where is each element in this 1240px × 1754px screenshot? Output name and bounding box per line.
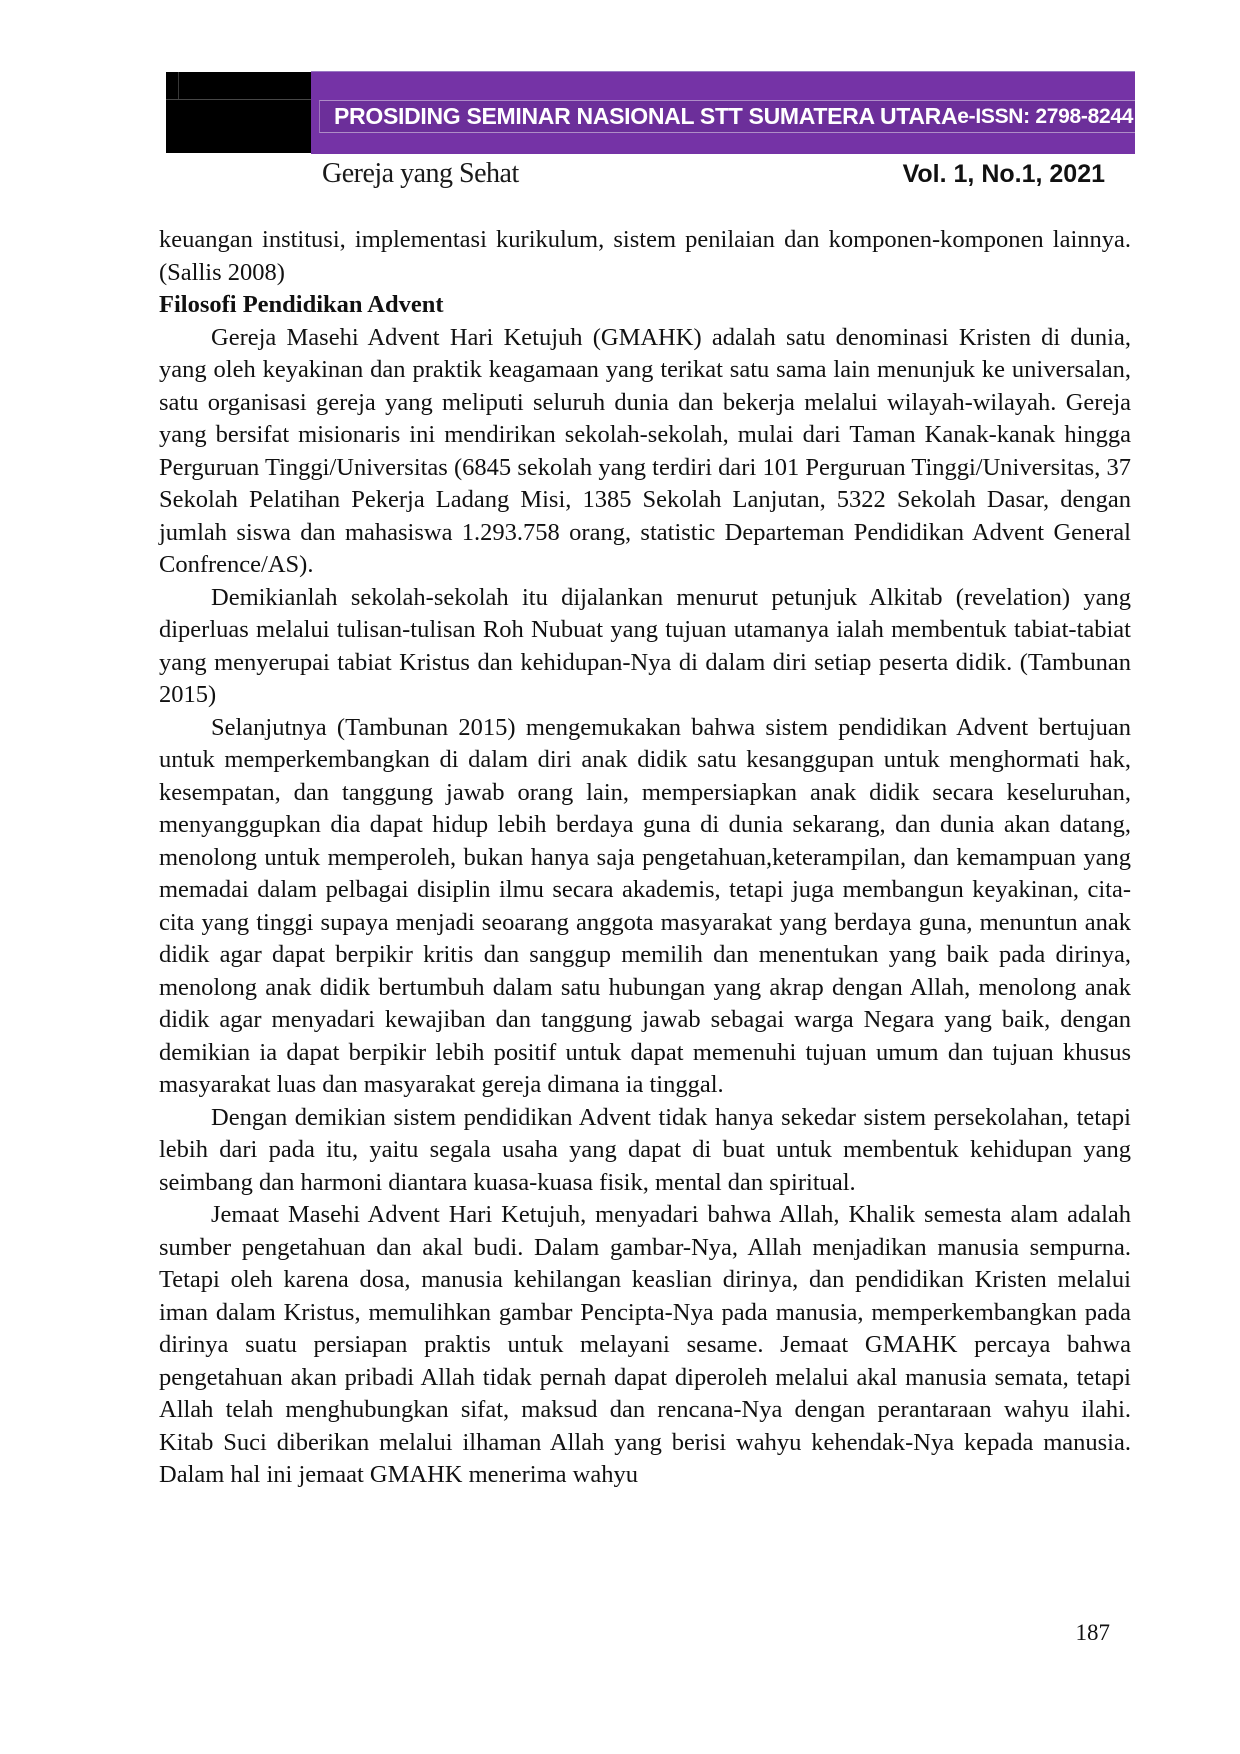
journal-name: Gereja yang Sehat (322, 158, 519, 189)
proceedings-title: PROSIDING SEMINAR NASIONAL STT SUMATERA UTARA (334, 103, 958, 129)
logo-placeholder (166, 72, 311, 153)
paragraph: Jemaat Masehi Advent Hari Ketujuh, menyadari bahwa Allah, Khalik semesta alam adalah sumber pengetahuan dan akal budi. Dalam gambar-Nya, Allah menjadikan manusia sempurna. Tetapi oleh karena dosa, manusia kehilangan keaslian dirinya, dan pendidikan Kristen melalui iman dalam Kristus, memulihkan gambar Pencipta-Nya pada manusia, memperkembangkan pada dirinya suatu persiapan praktis untuk melayani sesame. Jemaat GMAHK percaya bahwa pengetahuan akan pribadi Allah tidak pernah dapat diperoleh melalui akal manusia semata, tetapi Allah telah menghubungkan sifat, maksud dan rencana-Nya dengan perantaraan wahyu ilahi. Kitab Suci diberikan melalui ilhaman Allah yang berisi wahyu kehendak-Nya kepada manusia. Dalam hal ini jemaat GMAHK menerima wahyu (159, 1201, 1131, 1488)
logo-divider-line-vertical (178, 72, 179, 99)
intro-paragraph: keuangan institusi, implementasi kurikulum, sistem penilaian dan komponen-komponen lainnya. (Sallis 2008) (159, 226, 1131, 286)
header-banner (311, 71, 1135, 154)
paragraph: Selanjutnya (Tambunan 2015) mengemukakan bahwa sistem pendidikan Advent bertujuan untuk memperkembangkan di dalam diri anak didik satu kesanggupan untuk menghormati hak, kesempatan, dan tanggung jawab orang lain, mempersiapkan anak didik secara keseluruhan, menyanggupkan dia dapat hidup lebih berdaya guna di dunia sekarang, dan dunia akan datang, menolong untuk memperoleh, bukan hanya saja pengetahuan,keterampilan, dan kemampuan yang memadai dalam pelbagai disiplin ilmu secara akademis, tetapi juga membangun keyakinan, cita-cita yang tinggi supaya menjadi seoarang anggota masyarakat yang berdaya guna, menuntun anak didik agar dapat berpikir kritis dan sanggup memilih dan menentukan yang baik pada dirinya, menolong anak didik bertumbuh dalam satu hubungan yang akrap dengan Allah, menolong anak didik agar menyadari kewajiban dan tanggung jawab sebagai warga Negara yang baik, dengan demikian ia dapat berpikir lebih positif untuk dapat memenuhi tujuan umum dan tujuan khusus masyarakat luas dan masyarakat gereja dimana ia tinggal. (159, 713, 1131, 1098)
paragraph: Gereja Masehi Advent Hari Ketujuh (GMAHK) adalah satu denominasi Kristen di dunia, yang oleh keyakinan dan praktik keagamaan yang terikat satu sama lain menunjuk ke universalan, satu organisasi gereja yang meliputi seluruh dunia dan bekerja melalui wilayah-wilayah. Gereja yang bersifat misionaris ini mendirikan sekolah-sekolah, mulai dari Taman Kanak-kanak hingga Perguruan Tinggi/Universitas (6845 sekolah yang terdiri dari 101 Perguruan Tinggi/Universitas, 37 Sekolah Pelatihan Pekerja Ladang Misi, 1385 Sekolah Lanjutan, 5322 Sekolah Dasar, dengan jumlah siswa dan mahasiswa 1.293.758 orang, statistic Departeman Pendidikan Advent General Confrence/AS). (159, 323, 1131, 578)
paragraph: Dengan demikian sistem pendidikan Advent tidak hanya sekedar sistem persekolahan, tetapi lebih dari pada itu, yaitu segala usaha yang dapat di buat untuk membentuk kehidupan yang seimbang dan harmoni diantara kuasa-kuasa fisik, mental dan spiritual. (159, 1103, 1131, 1196)
eissn-label: e-ISSN: 2798-8244 (957, 104, 1134, 128)
header-banner-inner-band (319, 100, 1135, 133)
volume-info: Vol. 1, No.1, 2021 (902, 160, 1105, 188)
section-heading: Filosofi Pendidikan Advent (159, 291, 444, 318)
article-body (159, 224, 1131, 1492)
paragraph: Demikianlah sekolah-sekolah itu dijalankan menurut petunjuk Alkitab (revelation) yang diperluas melalui tulisan-tulisan Roh Nubuat yang tujuan utamanya ialah membentuk tabiat-tabiat yang menyerupai tabiat Kristus dan kehidupan-Nya di dalam diri setiap peserta didik. (Tambunan 2015) (159, 583, 1131, 708)
page-number: 187 (1075, 1620, 1110, 1645)
logo-divider-line (166, 99, 311, 100)
